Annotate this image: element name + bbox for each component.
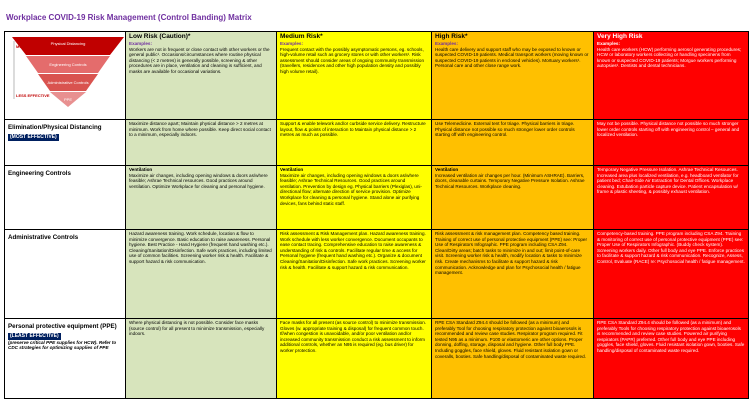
high-examples: Health care delivery and support staff who may be exposed to known or suspected COVID-19 patients. Medical transport workers (moving known or suspected COVID-19 patients in enclosed vehicles). Mortuary workers¹. Personal care and other close range work.	[435, 46, 589, 69]
page-title: Workplace COVID-19 Risk Management (Control Banding) Matrix	[6, 13, 252, 22]
elimination-label: Elimination/Physical Distancing	[8, 124, 102, 131]
ppe-note: (preserve critical PPE supplies for HCW). Refer to CDC strategies for optimizing supplies of PPE	[8, 339, 117, 351]
very-high-risk-header-cell	[594, 32, 749, 120]
ppe-medium-cell: Face masks for all present (as source control) to minimize transmission. Gloves (w. appropriate training & disposal) for frequent common touch. If/when congestion is unavoidable, and/or poor ventilation and/or increased community transmission conduct a risk assessment to inform additional controls, whether an N95 is required (eg. bus driver) for worker protection.	[277, 319, 432, 399]
medium-examples: Frequent contact with the possibly asymptomatic persons, eg. schools, high-volume retail such as grocery stores or with other workers¹. Risk assessment should consider areas of ongoing community transmission (travellers, residences and other high population density and possibly high volume retail).	[280, 46, 425, 74]
low-examples-label: Examples:	[129, 41, 152, 46]
header-row	[5, 32, 749, 120]
ppe-high-cell: RPE CSA Standard Z94.4 should be followed (as a minimum) and preferably Tool for choosing respiratory protection against bioaerosols is recommended and review case studies. Respirator program required. Fit tested N95 as a minimum. P100 or elastomeric are other options. Proper donning, doffing, storage, disposal and hygiene. Other full body PPE. Including goggles, face shield, gloves. Fluid resistant isolation gown or coveralls, booties. Safe handling/disposal of contaminated waste required.	[432, 319, 594, 399]
administrative-high-cell: Risk assessment & risk management plan. Competency based training. Training of correct use of personal protective equipment (PPE) see: Proper Use of Respirators Infographic. PPE program including CSA Z94. Clean/Dirty areas; batch tasks to minimize in and out; limit point-of-care visit. Screening worker risk & health, modify location & tasks to minimize risk. Create mechanisms to facilitate & support hazard & risk communication. Acknowledge and plan for Psychosocial health / fatigue management.	[432, 230, 594, 319]
high-risk-header: High Risk*	[435, 33, 468, 40]
elimination-very-high-cell: May not be possible. Physical distance not possible so much stronger lower order controls starting off with engineering control – general and localized ventilation.	[594, 120, 749, 166]
elimination-low-cell: Maximize distance apart; Maintain physical distance > 2 metres at minimum. Work from home where possible. Keep direct social contact to a minimum, especially indoors.	[126, 120, 277, 166]
elimination-row	[5, 120, 749, 166]
medium-risk-header-cell	[277, 32, 432, 120]
engineering-row	[5, 166, 749, 230]
engineering-medium-text: Maximize air changes, including opening windows & doors as/where feasible; Ashrae Technical Resources. Good practices around ventilation. Prevention by design eg. Physical barriers (Plexiglas), uni-directional flow; alternate direction of service provision. Optimize Workplace for cleaning & personal hygiene. Stand alone air purifying devices, fans behind static staff.	[280, 172, 422, 206]
medium-examples-label: Examples:	[280, 41, 303, 46]
engineering-label-cell	[5, 166, 126, 230]
elimination-high-cell: Use Telemedicine. External tent for triage. Physical barriers in triage. Physical distance not possible so much stronger lower order controls starting off with engineering control.	[432, 120, 594, 166]
administrative-very-high-cell: Competency-based training. PPE program including CSA Z94. Training & monitoring of correct use of personal protective equipment (PPE) see: Proper Use of Respirators Infographic. (Buddy check system). Screening workers daily. Other full body and eye PPE. Enforce practices to facilitate & support hazard & risk communication. Recognize, Assess, Control, Evaluate (RACE) re: Psychosocial health / fatigue management.	[594, 230, 749, 319]
very-high-examples: Health care workers (HCW) performing aerosol generating procedures; HCW or laboratory workers collecting or handling specimens from known or suspected COVID-19 patients; Morgue workers performing autopsies¹. Dentists and dental technicians.	[597, 46, 742, 69]
ppe-row	[5, 319, 749, 399]
administrative-medium-cell: Risk assessment & Risk Management plan. Hazard awareness training. Work schedule with less worker convergence. Document occupants to ease contact tracing. Comprehensive education to raise awareness & understanding of risk & controls. Facilitate regular time & access for Personal hygiene (frequent hand washing etc.). Organize & document Cleaning/Sanitation/Disinfection. Safe work practices. Screening worker risk & health. Facilitate & support hazard & risk communication.	[277, 230, 432, 319]
ppe-label: Personal protective equipment (PPE)	[8, 323, 117, 330]
low-examples: Workers are not in frequent or close contact with other workers or the general public¹. Occasions/circumstances where routine physical distancing (< 2 metres) is generally possible, screening & other procedures are in place, ventilation and cleaning is sufficient, and masks are available for occasional variations.	[129, 46, 270, 74]
engineering-high-text: Increased ventilation air changes per hour. (Minimum ASHRAE). Barriers, doors, cleanable curtains. Temporary Negative Pressure Isolation. Ashrae Technical Resources. Workplace cleaning.	[435, 172, 585, 189]
engineering-low-text: Maximize air changes, including opening windows & doors as/where feasible; Ashrae Technical resources. Good practices around ventilation. Optimize Workplace for cleaning and personal hygiene.	[129, 172, 268, 189]
low-risk-header-cell	[126, 32, 277, 120]
pyramid-level-1-label: Physical Distancing	[50, 41, 86, 46]
low-risk-header: Low Risk (Caution)*	[129, 33, 191, 40]
pyramid-bottom-label: LESS EFFECTIVE	[16, 93, 50, 98]
ventilation-label-medium: Ventilation	[280, 167, 304, 172]
pyramid-level-3-label: Administrative Controls	[47, 80, 89, 85]
pyramid-graphic	[8, 33, 126, 109]
pyramid-level-2-label: Engineering Controls	[49, 62, 87, 67]
medium-risk-header: Medium Risk*	[280, 33, 323, 40]
administrative-label-cell	[5, 230, 126, 319]
least-effective-badge: (LEAST EFFECTIVE)	[10, 332, 59, 339]
engineering-very-high-cell: Temporary Negative Pressure Isolation. Ashrae Technical Resources. Increased area plus localized ventilation, e.g. headboard ventilator for patient bed; Chair-Side Air Extraction for Dental Offices. Workplace cleaning. Extubation particle capture device. Patient encapsulation w/ frame & plastic sheeting, & possibly exhaust ventilation.	[594, 166, 749, 230]
hierarchy-pyramid	[8, 33, 126, 109]
engineering-label: Engineering Controls	[8, 170, 71, 177]
elimination-label-cell	[5, 120, 126, 166]
pyramid-top-label: MORE EFFECTIVE	[16, 44, 52, 49]
ventilation-label-high: Ventilation	[435, 167, 459, 172]
risk-matrix-table	[4, 31, 749, 399]
engineering-low-cell	[126, 166, 277, 230]
pyramid-level-4-label: PPE	[63, 97, 73, 102]
ppe-label-cell	[5, 319, 126, 399]
administrative-low-cell: Hazard awareness training. Work schedule, location & flow to minimize convergence. Basic education to raise awareness. Personal hygiene. Best Practice - Hand Hygiene (frequent hand washing etc.). Cleaning/Sanitation/Disinfection. Safe work practices, including limited use of common facilities. Screening worker risk & health. Facilitate & support hazard & risk communication.	[126, 230, 277, 319]
most-effective-badge: (MOST EFFECTIVE)	[10, 133, 57, 140]
hierarchy-pyramid-cell	[5, 32, 126, 120]
administrative-label: Administrative Controls	[8, 234, 79, 241]
elimination-medium-cell: Support & enable telework and/or curbside service delivery. Restructure layout, flow & points of interaction to Maintain physical distance > 2 metres as much as possible.	[277, 120, 432, 166]
administrative-row	[5, 230, 749, 319]
high-examples-label: Examples:	[435, 41, 458, 46]
engineering-medium-cell	[277, 166, 432, 230]
ppe-low-cell: Where physical distancing is not possible. Consider face masks (source control) for all present to minimize transmission, especially indoors.	[126, 319, 277, 399]
ventilation-label-low: Ventilation	[129, 167, 153, 172]
very-high-risk-header: Very High Risk	[597, 33, 643, 40]
very-high-examples-label: Examples:	[597, 41, 620, 46]
ppe-very-high-cell: RPE CSA Standard Z94.4 should be followed (as a minimum) and preferably Tools for choosing respiratory protection against bioaerosols is recommended and review case studies. Powered air purifying respirators (PAPR) preferred. Other full body and eye PPE including goggles, face shield, gloves. Fluid resistant isolation gown, booties. Safe handling/disposal of contaminated waste required.	[594, 319, 749, 399]
high-risk-header-cell	[432, 32, 594, 120]
engineering-high-cell	[432, 166, 594, 230]
